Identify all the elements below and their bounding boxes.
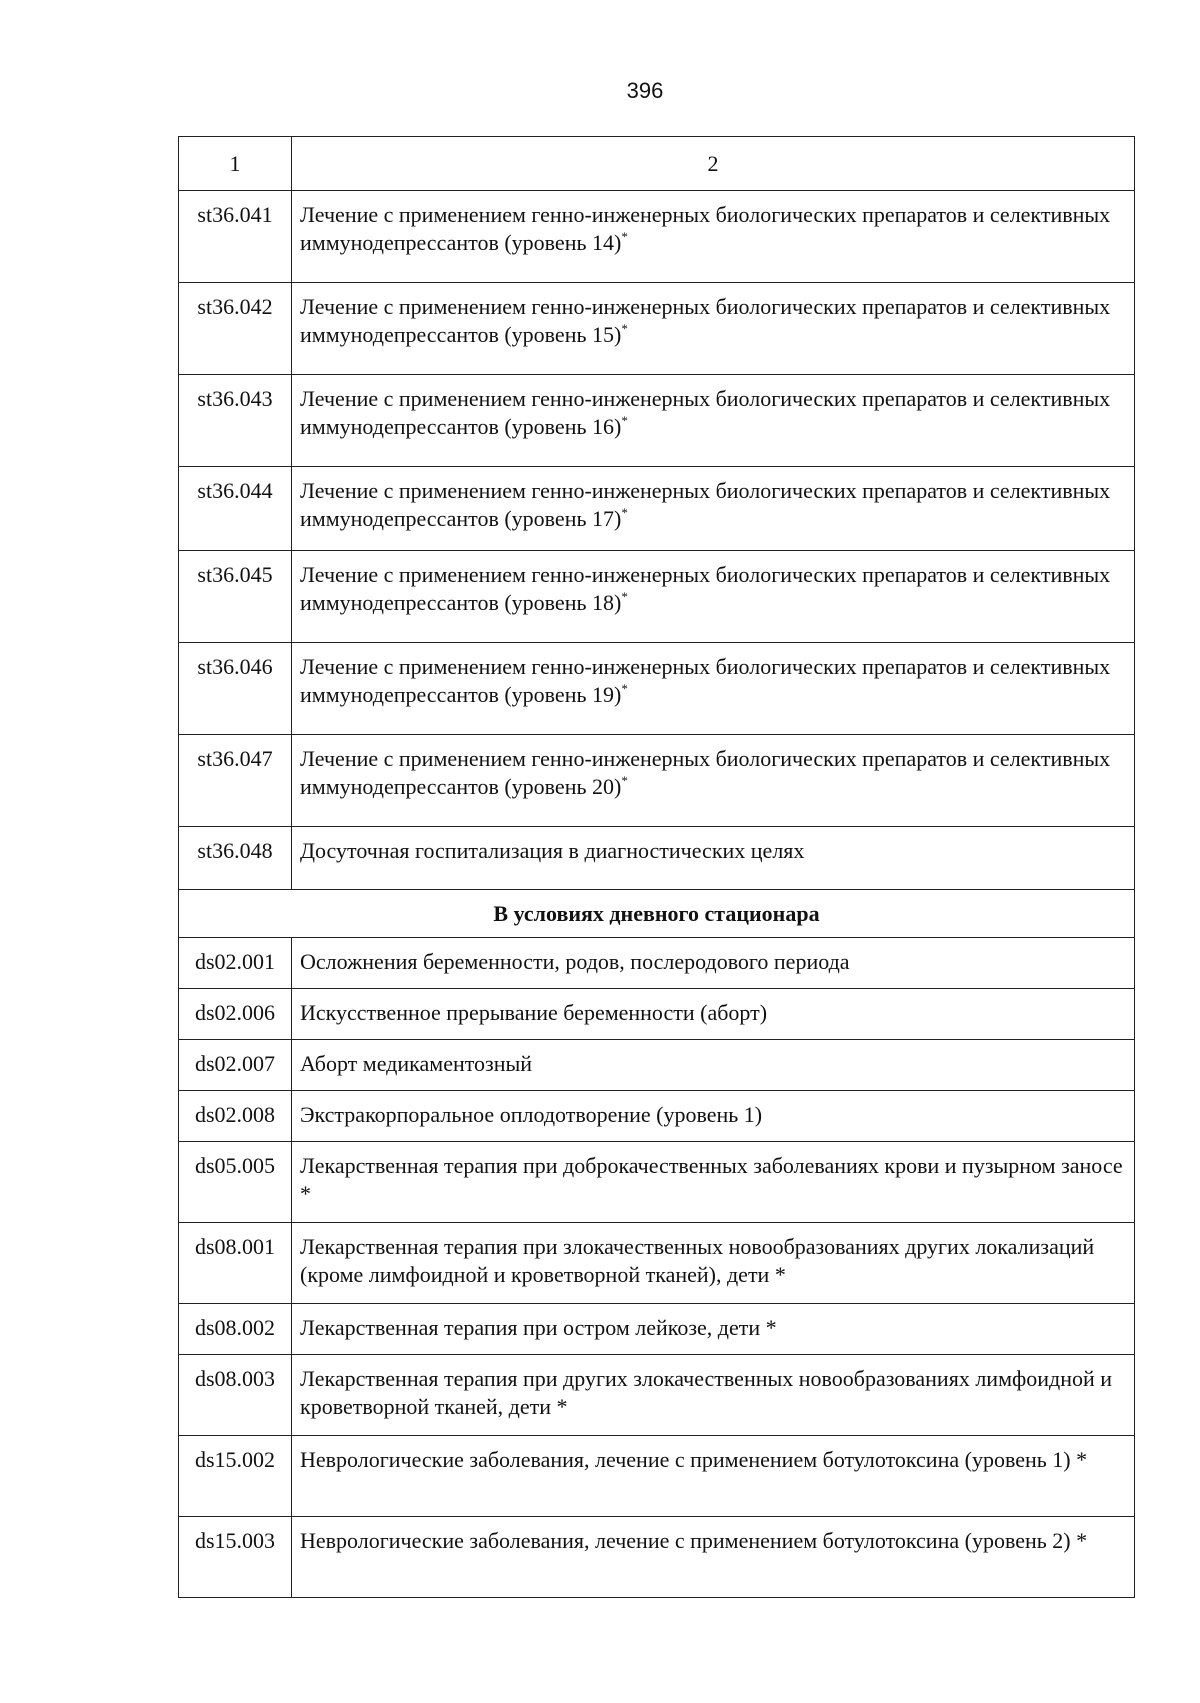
row-code: st36.046 (179, 643, 292, 735)
page-number: 396 (626, 78, 664, 103)
row-description: Лечение с применением генно-инженерных биологических препаратов и селективных иммунодепрессантов (уровень 20)* (292, 735, 1135, 827)
row-code: st36.041 (179, 191, 292, 283)
table-row (179, 1223, 1135, 1304)
footnote-mark: * (621, 589, 628, 604)
table-row (179, 1091, 1135, 1142)
row-description: Лечение с применением генно-инженерных биологических препаратов и селективных иммунодепрессантов (уровень 14)* (292, 191, 1135, 283)
table-row (179, 375, 1135, 467)
row-description: Лекарственная терапия при злокачественных новообразованиях других локализаций (кроме лимфоидной и кроветворной тканей), дети * (292, 1223, 1135, 1304)
row-description: Аборт медикаментозный (292, 1040, 1135, 1091)
table-row (179, 938, 1135, 989)
row-code: st36.043 (179, 375, 292, 467)
row-code: ds02.008 (179, 1091, 292, 1142)
table-row (179, 1304, 1135, 1355)
table-row (179, 1436, 1135, 1517)
row-code: ds05.005 (179, 1142, 292, 1223)
row-code: st36.042 (179, 283, 292, 375)
row-description: Лекарственная терапия при остром лейкозе, дети * (292, 1304, 1135, 1355)
footnote-mark: * (621, 413, 628, 428)
table-row (179, 1142, 1135, 1223)
row-code: ds02.007 (179, 1040, 292, 1091)
table-header-row (179, 137, 1135, 191)
footnote-mark: * (621, 773, 628, 788)
row-code: ds15.003 (179, 1517, 292, 1598)
row-description: Лекарственная терапия при доброкачественных заболеваниях крови и пузырном заносе * (292, 1142, 1135, 1223)
row-description: Лечение с применением генно-инженерных биологических препаратов и селективных иммунодепрессантов (уровень 17)* (292, 467, 1135, 551)
row-code: ds02.001 (179, 938, 292, 989)
table-row (179, 735, 1135, 827)
footnote-mark: * (621, 321, 628, 336)
table-row (179, 1517, 1135, 1598)
table-row (179, 827, 1135, 890)
row-code: st36.045 (179, 551, 292, 643)
row-description: Лекарственная терапия при других злокачественных новообразованиях лимфоидной и кроветворной тканей, дети * (292, 1355, 1135, 1436)
row-description: Экстракорпоральное оплодотворение (уровень 1) (292, 1091, 1135, 1142)
row-code: ds08.001 (179, 1223, 292, 1304)
table-row (179, 191, 1135, 283)
footnote-mark: * (621, 681, 628, 696)
row-code: st36.044 (179, 467, 292, 551)
section-row (179, 890, 1135, 938)
row-code: st36.048 (179, 827, 292, 890)
table-row (179, 1040, 1135, 1091)
header-col-1: 1 (179, 137, 292, 191)
row-description: Лечение с применением генно-инженерных биологических препаратов и селективных иммунодепрессантов (уровень 15)* (292, 283, 1135, 375)
table-row (179, 467, 1135, 551)
row-code: ds08.003 (179, 1355, 292, 1436)
row-description: Лечение с применением генно-инженерных биологических препаратов и селективных иммунодепрессантов (уровень 16)* (292, 375, 1135, 467)
row-description: Лечение с применением генно-инженерных биологических препаратов и селективных иммунодепрессантов (уровень 19)* (292, 643, 1135, 735)
header-col-2: 2 (292, 137, 1135, 191)
row-description: Осложнения беременности, родов, послеродового периода (292, 938, 1135, 989)
row-description: Неврологические заболевания, лечение с применением ботулотоксина (уровень 1) * (292, 1436, 1135, 1517)
table-row (179, 1355, 1135, 1436)
table-row (179, 989, 1135, 1040)
row-description: Искусственное прерывание беременности (аборт) (292, 989, 1135, 1040)
row-description: Досуточная госпитализация в диагностических целях (292, 827, 1135, 890)
row-description: Лечение с применением генно-инженерных биологических препаратов и селективных иммунодепрессантов (уровень 18)* (292, 551, 1135, 643)
row-description: Неврологические заболевания, лечение с применением ботулотоксина (уровень 2) * (292, 1517, 1135, 1598)
row-code: ds02.006 (179, 989, 292, 1040)
footnote-mark: * (621, 505, 628, 520)
section-title: В условиях дневного стационара (179, 890, 1135, 938)
tariff-table (178, 136, 1135, 1598)
table-row (179, 643, 1135, 735)
row-code: ds15.002 (179, 1436, 292, 1517)
footnote-mark: * (621, 229, 628, 244)
table-row (179, 551, 1135, 643)
row-code: ds08.002 (179, 1304, 292, 1355)
table-row (179, 283, 1135, 375)
row-code: st36.047 (179, 735, 292, 827)
